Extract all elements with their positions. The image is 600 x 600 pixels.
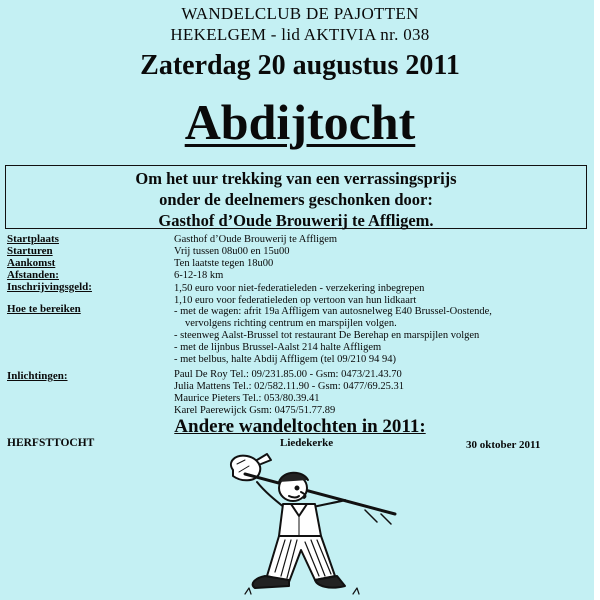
- event-title: Abdijtocht: [184, 94, 416, 150]
- contact-paul: Paul De Roy Tel.: 09/231.85.00 - Gsm: 0473/21.43.70: [174, 369, 402, 380]
- bereiken-line-5: - met belbus, halte Abdij Affligem (tel 09/210 94 94): [174, 354, 397, 365]
- bereiken-line-2: vervolgens richting centrum en marspijlen volgen.: [185, 318, 397, 329]
- starturen-value: Vrij tussen 08u00 en 15u00: [174, 246, 290, 257]
- bereiken-label: Hoe te bereiken: [7, 303, 81, 315]
- inschrijvingsgeld-line-2: 1,10 euro voor federatieleden op vertoon van hun lidkaart: [174, 295, 417, 306]
- bereiken-line-4: - met de lijnbus Brussel-Aalst 214 halte Affligem: [174, 342, 382, 353]
- other-walk-name: HERFSTTOCHT: [7, 437, 95, 449]
- startplaats-label: Startplaats: [7, 233, 59, 245]
- other-walk-date: 30 oktober 2011: [466, 439, 541, 451]
- afstanden-value: 6-12-18 km: [174, 270, 224, 281]
- page-edge: [594, 0, 600, 600]
- other-walks-title: Andere wandeltochten in 2011:: [174, 416, 426, 437]
- afstanden-label: Afstanden:: [7, 269, 59, 281]
- inlichtingen-label: Inlichtingen:: [7, 370, 68, 382]
- inschrijvingsgeld-line-1: 1,50 euro voor niet-federatieleden - verzekering inbegrepen: [174, 283, 425, 294]
- club-membership: HEKELGEM - lid AKTIVIA nr. 038: [170, 25, 430, 44]
- prize-line-2: onder de deelnemers geschonken door:: [159, 190, 433, 209]
- bereiken-line-3: - steenweg Aalst-Brussel tot restaurant De Berehap en marspijlen volgen: [174, 330, 480, 341]
- aankomst-value: Ten laatste tegen 18u00: [174, 258, 274, 269]
- hiker-with-bindle-illustration: [205, 452, 405, 598]
- startplaats-value: Gasthof d’Oude Brouwerij te Affligem: [174, 234, 338, 245]
- club-name: WANDELCLUB DE PAJOTTEN: [181, 4, 419, 23]
- aankomst-label: Aankomst: [7, 257, 56, 269]
- prize-line-1: Om het uur trekking van een verrassingsprijs: [135, 169, 457, 188]
- event-date: Zaterdag 20 augustus 2011: [140, 50, 460, 81]
- contact-maurice: Maurice Pieters Tel.: 053/80.39.41: [174, 393, 320, 404]
- prize-box: [5, 165, 587, 229]
- prize-line-3: Gasthof d’Oude Brouwerij te Affligem.: [158, 211, 434, 230]
- bereiken-line-1: - met de wagen: afrit 19a Affligem van autosnelweg E40 Brussel-Oostende,: [174, 306, 492, 317]
- contact-karel: Karel Paerewijck Gsm: 0475/51.77.89: [174, 405, 336, 416]
- inschrijvingsgeld-label: Inschrijvingsgeld:: [7, 281, 92, 293]
- contact-julia: Julia Mattens Tel.: 02/582.11.90 - Gsm: 0477/69.25.31: [174, 381, 404, 392]
- starturen-label: Starturen: [7, 245, 53, 257]
- other-walk-place: Liedekerke: [280, 437, 334, 449]
